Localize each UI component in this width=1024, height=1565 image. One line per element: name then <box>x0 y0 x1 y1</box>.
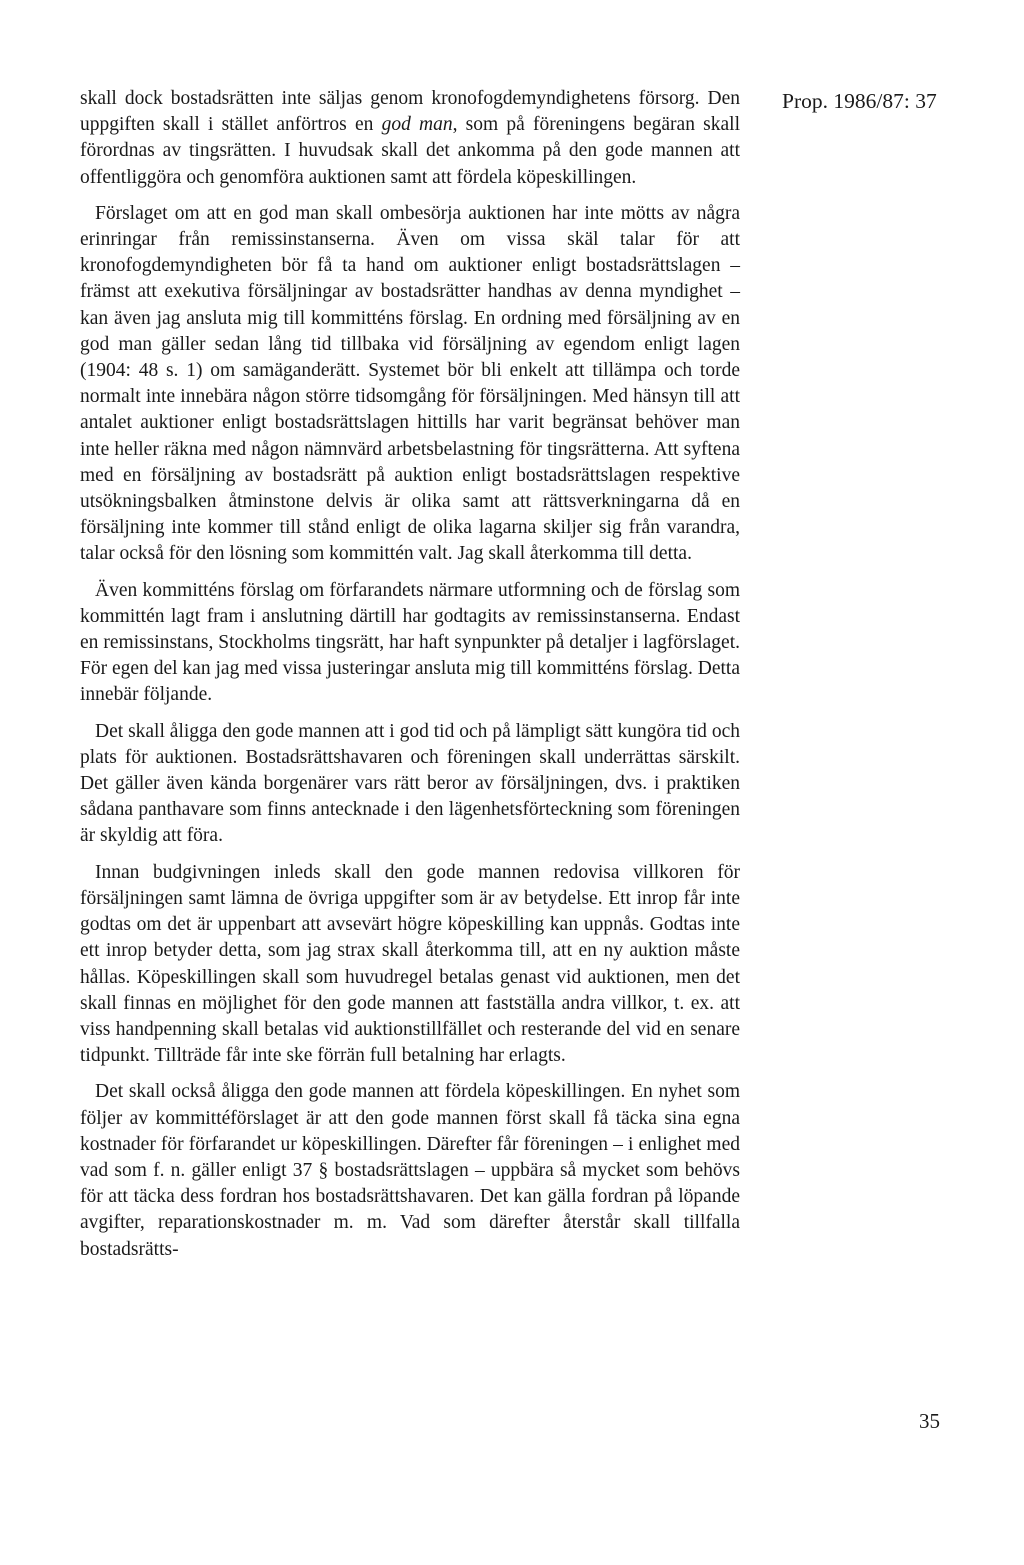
proposition-reference: Prop. 1986/87: 37 <box>782 89 937 113</box>
paragraph-3-text: Även kommitténs förslag om förfarandets närmare utformning och de förslag som kommittén lagt fram i anslutning därtill har godtagits av remissinstanserna. Endast en remissinstans, Stockholms tingsrätt, har haft synpunkter på detaljer i lagförslaget. För egen del kan jag med vissa justeringar ansluta mig till kommitténs förslag. Detta innebär följande. <box>80 579 740 706</box>
paragraph-1-text-a: skall dock bostadsrätten inte säljas genom kronofogdemyndighetens försorg. Den uppgiften skall i stället anförtros en <box>80 88 740 136</box>
paragraph-6-text: Det skall också åligga den gode mannen att fördela köpeskillingen. En nyhet som följer av kommittéförslaget är att den gode mannen först skall få täcka sina egna kostnader för förfarandet ur köpeskillingen. Därefter får föreningen – i enlighet med vad som f. n. gäller enligt 37 § bostadsrättslagen – uppbära så mycket som behövs för att täcka dess fordran hos bostadsrättshavaren. Det kan gälla fordran på löpande avgifter, reparationskostnader m. m. Vad som därefter återstår skall tillfalla bostadsrätts- <box>80 1081 740 1260</box>
paragraph-5-text: Innan budgivningen inleds skall den gode mannen redovisa villkoren för försäljningen samt lämna de övriga uppgifter som är av betydelse. Ett inrop får inte godtas om det är uppenbart att avsevärt högre köpeskilling kan uppnås. Godtas inte ett inrop betyder detta, som jag strax skall återkomma till, att en ny auktion måste hållas. Köpeskillingen skall som huvudregel betalas genast vid auktionen, men det skall finnas en möjlighet för den gode mannen att fastställa andra villkor, t. ex. att viss handpenning skall betalas vid auktionstillfället och resterande del vid en senare tidpunkt. Tillträde får inte ske förrän full betalning har erlagts. <box>80 861 740 1067</box>
paragraph-5 <box>80 860 740 1070</box>
paragraph-1-text-b: , som på föreningens begäran skall förordnas av tingsrätten. I huvudsak skall det ankomma på den gode mannen att offentliggöra och genomföra auktionen samt att fördela köpeskillingen. <box>80 114 740 188</box>
paragraph-2 <box>80 201 740 568</box>
paragraph-4-text: Det skall åligga den gode mannen att i god tid och på lämpligt sätt kungöra tid och plats för auktionen. Bostadsrättshavaren och föreningen skall underrättas särskilt. Det gäller även kända borgenärer vars rätt beror av försäljningen, dvs. i praktiken sådana panthavare som finns antecknade i den lägenhetsförteckning som föreningen är skyldig att föra. <box>80 720 740 847</box>
paragraph-3 <box>80 578 740 709</box>
paragraph-1-emphasis: god man <box>381 114 453 136</box>
paragraph-1 <box>80 86 740 191</box>
page-number: 35 <box>919 1409 940 1433</box>
paragraph-2-text: Förslaget om att en god man skall ombesörja auktionen har inte mötts av några erinringar från remissinstanserna. Även om vissa skäl talar för att kronofogdemyndigheten bör få ta hand om auktioner enligt bostadsrättslagen – främst att exekutiva försäljningar av bostadsrätter handhas av denna myndighet – kan även jag ansluta mig till kommitténs förslag. En ordning med försäljning av en god man gäller sedan lång tid tillbaka vid försäljning av egendom enligt lagen (1904: 48 s. 1) om samäganderätt. Systemet bör bli enkelt att tillämpa och torde normalt inte innebära någon större tidsomgång för försäljningen. Med hänsyn till att antalet auktioner enligt bostadsrättslagen hittills har varit begränsat behöver man inte heller räkna med någon nämnvärd arbetsbelastning för tingsrätterna. Att syftena med en försäljning av bostadsrätt på auktion enligt bostadsrättslagen respektive utsökningsbalken åtminstone delvis är olika samt att rättsverkningarna då en försäljning inte kommer till stånd enligt de olika lagarna skiljer sig från varandra, talar också för den lösning som kommittén valt. Jag skall återkomma till detta. <box>80 202 740 565</box>
body-text <box>80 86 740 1273</box>
paragraph-6 <box>80 1079 740 1262</box>
paragraph-4 <box>80 719 740 850</box>
